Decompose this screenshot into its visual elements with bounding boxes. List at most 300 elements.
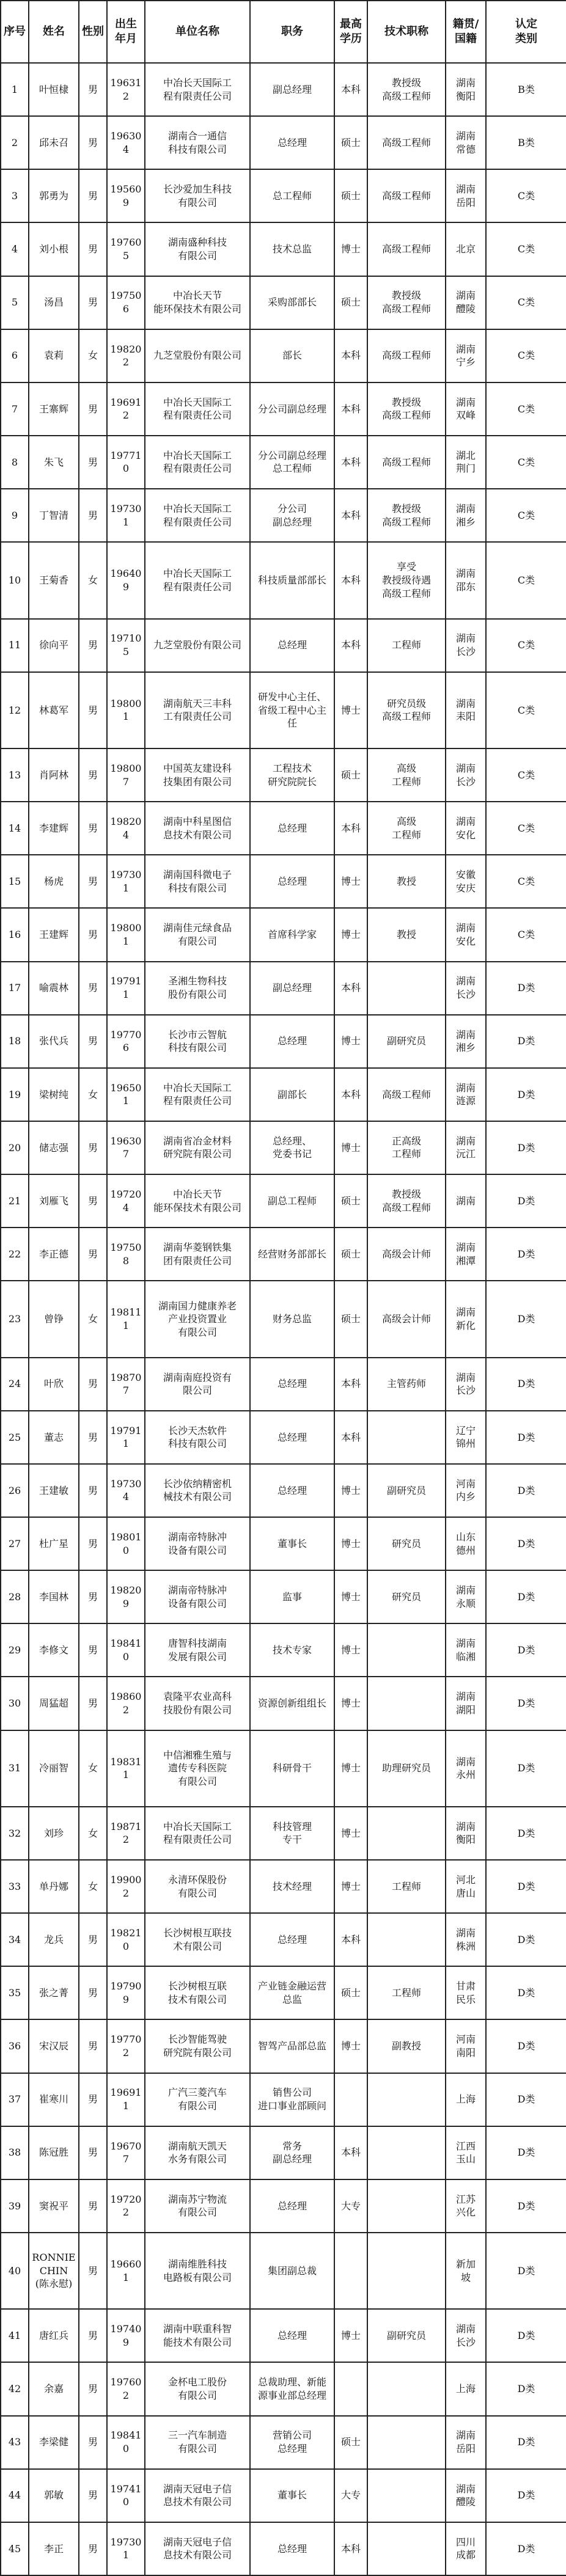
cell-title [367, 63, 446, 116]
cell-category [486, 2469, 566, 2522]
header-category [486, 1, 566, 63]
table-row [1, 436, 566, 489]
cell-birth [107, 2469, 145, 2522]
cell-nativeplace [446, 1913, 486, 1966]
sex-value: 男 [87, 509, 98, 521]
cell-sex [79, 1623, 107, 1677]
cell-name [29, 1464, 79, 1517]
unit-value: 湖南航天凯天 水务有限公司 [167, 2140, 227, 2165]
table-row [1, 63, 566, 116]
education-value: 本科 [340, 1088, 361, 1100]
position-value: 常务 副总经理 [272, 2140, 312, 2165]
birth-value: 198202 [110, 343, 142, 368]
sex-value: 男 [87, 243, 98, 255]
cell-education [334, 382, 367, 436]
table-row [1, 2019, 566, 2073]
cell-title [367, 2019, 446, 2073]
category-value: B类 [518, 136, 535, 148]
unit-value: 湖南省冶金材料 研究院有限公司 [163, 1135, 232, 1160]
cell-position [250, 1281, 334, 1357]
nativeplace-value: 湖南 双峰 [455, 396, 476, 422]
title-value: 副研究员 [386, 2330, 426, 2342]
cell-position [250, 63, 334, 116]
cell-unit [145, 1570, 250, 1623]
cell-birth [107, 1807, 145, 1860]
cell-position [250, 2309, 334, 2362]
category-value: D类 [517, 1933, 535, 1945]
cell-title [367, 116, 446, 169]
cell-title [367, 276, 446, 329]
cell-position [250, 748, 334, 802]
cell-sex [79, 1807, 107, 1860]
cell-title [367, 1860, 446, 1913]
sex-value: 男 [87, 190, 98, 202]
cell-name [29, 63, 79, 116]
position-value: 分公司副总经理 总工程师 [257, 449, 326, 475]
cell-position [250, 329, 334, 382]
cell-title [367, 1228, 446, 1281]
category-value: D类 [517, 1987, 535, 1999]
position-value: 经营财务部部长 [257, 1248, 326, 1260]
name-value: 杜广星 [39, 1537, 68, 1550]
cell-unit [145, 1358, 250, 1411]
cell-position [250, 1807, 334, 1860]
cell-birth [107, 1411, 145, 1464]
cell-education [334, 1913, 367, 1966]
cell-name [29, 1281, 79, 1357]
nativeplace-value: 湖南 永顺 [455, 1584, 476, 1609]
cell-category [486, 1913, 566, 1966]
name-value: 张代兵 [39, 1035, 68, 1047]
cell-birth [107, 802, 145, 855]
birth-value: 196312 [110, 76, 142, 102]
birth-value: 197301 [110, 2536, 142, 2561]
unit-value: 中冶长天国际工 程有限责任公司 [163, 1081, 232, 1107]
cell-name [29, 2126, 79, 2179]
education-value: 本科 [340, 1431, 361, 1443]
cell-sex [79, 1677, 107, 1730]
cell-education [334, 2179, 367, 2233]
cell-education [334, 802, 367, 855]
cell-category [486, 1517, 566, 1570]
cell-title [367, 2233, 446, 2309]
cell-sex [79, 542, 107, 618]
nativeplace-value: 河南 内乡 [455, 1477, 476, 1503]
cell-title [367, 2073, 446, 2126]
cell-title [367, 1807, 446, 1860]
cell-nativeplace [446, 382, 486, 436]
birth-value: 197409 [110, 2323, 142, 2348]
education-value: 硕士 [340, 190, 361, 202]
category-value: D类 [517, 1195, 535, 1207]
education-value: 硕士 [340, 296, 361, 309]
cell-position [250, 542, 334, 618]
birth-value: 198204 [110, 816, 142, 841]
cell-birth [107, 2309, 145, 2362]
cell-education [334, 2233, 367, 2309]
table-row [1, 1068, 566, 1121]
no-value: 7 [11, 403, 18, 415]
sex-value: 男 [87, 769, 98, 781]
cell-position [250, 1860, 334, 1913]
position-value: 分公司副总经理 [257, 403, 326, 415]
cell-category [486, 1068, 566, 1121]
table-row [1, 1966, 566, 2019]
cell-position [250, 908, 334, 961]
nativeplace-value: 湖南 常德 [455, 130, 476, 155]
no-value: 1 [11, 83, 18, 95]
cell-sex [79, 1068, 107, 1121]
table-row [1, 1281, 566, 1357]
nativeplace-value: 上海 [455, 2383, 476, 2395]
cell-category [486, 116, 566, 169]
roster-body [1, 63, 566, 2575]
category-value: C类 [517, 704, 535, 716]
cell-title [367, 382, 446, 436]
cell-unit [145, 1411, 250, 1464]
cell-no [1, 1623, 29, 1677]
education-value: 本科 [340, 1933, 361, 1945]
table-row [1, 1517, 566, 1570]
cell-birth [107, 2019, 145, 2073]
cell-category [486, 1015, 566, 1068]
title-value: 工程师 [391, 1880, 421, 1892]
nativeplace-value: 湖南 醴陵 [455, 290, 476, 315]
birth-value: 198712 [110, 1820, 142, 1846]
category-value: C类 [517, 243, 535, 255]
category-value: D类 [517, 1880, 535, 1892]
no-value: 27 [8, 1537, 21, 1550]
cell-unit [145, 329, 250, 382]
education-value: 本科 [340, 403, 361, 415]
cell-position [250, 1411, 334, 1464]
position-value: 总经理 [277, 2330, 307, 2342]
education-value: 博士 [340, 876, 361, 888]
sex-value: 男 [87, 822, 98, 834]
cell-unit [145, 2469, 250, 2522]
cell-category [486, 2522, 566, 2575]
cell-education [334, 962, 367, 1015]
unit-value: 长沙依纳精密机 械技术有限公司 [163, 1477, 232, 1503]
name-value: 袁莉 [43, 349, 64, 362]
cell-name [29, 1860, 79, 1913]
name-value: 周猛超 [39, 1697, 68, 1710]
category-value: C类 [517, 403, 535, 415]
cell-sex [79, 1281, 107, 1357]
cell-title [367, 1913, 446, 1966]
unit-value: 中国英友建设科 技集团有限公司 [163, 762, 232, 788]
cell-category [486, 382, 566, 436]
cell-unit [145, 2126, 250, 2179]
cell-name [29, 1228, 79, 1281]
sex-value: 男 [87, 1141, 98, 1154]
cell-position [250, 222, 334, 276]
cell-nativeplace [446, 222, 486, 276]
title-value: 研究员 [391, 1590, 421, 1603]
cell-education [334, 1068, 367, 1121]
education-value: 博士 [340, 1537, 361, 1550]
position-value: 总经理 [277, 639, 307, 651]
name-value: 崔寒川 [39, 2093, 68, 2106]
cell-no [1, 489, 29, 542]
table-row [1, 169, 566, 222]
cell-position [250, 1358, 334, 1411]
title-value: 高级工程师 [381, 190, 431, 202]
title-value: 研究员 [391, 1537, 421, 1550]
cell-position [250, 1623, 334, 1677]
sex-value: 男 [87, 1697, 98, 1710]
cell-name [29, 2416, 79, 2469]
cell-no [1, 2309, 29, 2362]
cell-birth [107, 962, 145, 1015]
position-value: 科研骨干 [272, 1762, 312, 1774]
cell-position [250, 1570, 334, 1623]
sex-value: 女 [87, 1880, 98, 1892]
unit-value: 中冶长天国际工 程有限责任公司 [163, 502, 232, 528]
cell-education [334, 1807, 367, 1860]
title-value: 高级工程师 [381, 136, 431, 148]
cell-birth [107, 1068, 145, 1121]
birth-value: 197204 [110, 1188, 142, 1213]
unit-value: 湖南天冠电子信 息技术有限公司 [163, 2536, 232, 2561]
cell-name [29, 2233, 79, 2309]
education-value: 博士 [340, 929, 361, 941]
sex-value: 男 [87, 1484, 98, 1496]
cell-sex [79, 63, 107, 116]
sex-value: 男 [87, 1248, 98, 1260]
sex-value: 男 [87, 1378, 98, 1390]
unit-value: 湖南盛种科技 有限公司 [167, 236, 227, 262]
nativeplace-value: 江西 玉山 [455, 2140, 476, 2165]
birth-value: 196307 [110, 1135, 142, 1160]
cell-category [486, 1281, 566, 1357]
cell-category [486, 1121, 566, 1174]
cell-position [250, 802, 334, 855]
cell-unit [145, 63, 250, 116]
cell-nativeplace [446, 1860, 486, 1913]
birth-value: 198602 [110, 1691, 142, 1716]
cell-sex [79, 436, 107, 489]
sex-value: 男 [87, 2040, 98, 2052]
unit-value: 长沙智能驾驶 研究院有限公司 [163, 2033, 232, 2058]
cell-sex [79, 1730, 107, 1807]
cell-birth [107, 2233, 145, 2309]
cell-education [334, 1174, 367, 1228]
cell-title [367, 2416, 446, 2469]
cell-title [367, 1570, 446, 1623]
name-value: 李梁健 [39, 2436, 68, 2448]
name-value: 余嘉 [43, 2383, 64, 2395]
cell-unit [145, 962, 250, 1015]
cell-no [1, 222, 29, 276]
position-value: 集团副总裁 [267, 2264, 317, 2277]
education-value: 本科 [340, 982, 361, 994]
table-row [1, 908, 566, 961]
sex-value: 男 [87, 876, 98, 888]
name-value: 唐红兵 [39, 2330, 68, 2342]
cell-position [250, 1913, 334, 1966]
sex-value: 男 [87, 136, 98, 148]
category-value: D类 [517, 982, 535, 994]
title-value: 教授级 高级工程师 [381, 396, 431, 422]
cell-education [334, 1015, 367, 1068]
education-value: 博士 [340, 1644, 361, 1656]
cell-nativeplace [446, 1464, 486, 1517]
name-value: 王建敏 [39, 1484, 68, 1496]
header-no-label: 序号 [4, 24, 26, 38]
cell-name [29, 116, 79, 169]
category-value: D类 [517, 1827, 535, 1839]
cell-title [367, 619, 446, 672]
table-row [1, 2179, 566, 2233]
cell-position [250, 1121, 334, 1174]
sex-value: 男 [87, 1035, 98, 1047]
position-value: 总经理 [277, 1484, 307, 1496]
education-value: 硕士 [340, 136, 361, 148]
no-value: 9 [11, 509, 18, 521]
cell-category [486, 1860, 566, 1913]
category-value: D类 [517, 2040, 535, 2052]
birth-value: 197508 [110, 1242, 142, 1267]
cell-no [1, 2233, 29, 2309]
cell-no [1, 855, 29, 908]
sex-value: 男 [87, 403, 98, 415]
cell-sex [79, 1913, 107, 1966]
no-value: 26 [8, 1484, 21, 1496]
cell-unit [145, 436, 250, 489]
cell-nativeplace [446, 2126, 486, 2179]
table-row [1, 1807, 566, 1860]
category-value: C类 [517, 639, 535, 651]
cell-position [250, 2469, 334, 2522]
cell-birth [107, 1517, 145, 1570]
education-value: 硕士 [340, 1313, 361, 1325]
cell-category [486, 63, 566, 116]
cell-no [1, 748, 29, 802]
table-row [1, 1623, 566, 1677]
cell-category [486, 1358, 566, 1411]
position-value: 副总工程师 [267, 1195, 317, 1207]
cell-unit [145, 2233, 250, 2309]
cell-title [367, 802, 446, 855]
education-value: 博士 [340, 1484, 361, 1496]
name-value: 刘雁飞 [39, 1195, 68, 1207]
cell-no [1, 2019, 29, 2073]
cell-unit [145, 1966, 250, 2019]
unit-value: 中冶长天国际工 程有限责任公司 [163, 449, 232, 475]
cell-name [29, 2073, 79, 2126]
category-value: D类 [517, 1378, 535, 1390]
cell-position [250, 1677, 334, 1730]
cell-title [367, 489, 446, 542]
title-value: 副研究员 [386, 1484, 426, 1496]
no-value: 45 [8, 2542, 21, 2555]
name-value: 王建辉 [39, 929, 68, 941]
cell-name [29, 1358, 79, 1411]
education-value: 硕士 [340, 2436, 361, 2448]
position-value: 技术经理 [272, 1880, 312, 1892]
cell-nativeplace [446, 2469, 486, 2522]
name-value: 李正德 [39, 1248, 68, 1260]
birth-value: 196911 [110, 2087, 142, 2112]
birth-value: 197702 [110, 2033, 142, 2058]
no-value: 36 [8, 2040, 21, 2052]
nativeplace-value: 湖南 湘潭 [455, 1242, 476, 1267]
cell-birth [107, 436, 145, 489]
unit-value: 湖南维胜科技 电路板有限公司 [163, 2258, 232, 2283]
no-value: 3 [11, 190, 18, 202]
no-value: 18 [8, 1035, 21, 1047]
cell-education [334, 489, 367, 542]
cell-category [486, 329, 566, 382]
name-value: 李修文 [39, 1644, 68, 1656]
cell-position [250, 1464, 334, 1517]
table-row [1, 748, 566, 802]
no-value: 8 [11, 456, 18, 468]
table-row [1, 1913, 566, 1966]
cell-position [250, 116, 334, 169]
name-value: 邱未召 [39, 136, 68, 148]
cell-nativeplace [446, 1281, 486, 1357]
cell-unit [145, 2179, 250, 2233]
cell-no [1, 1860, 29, 1913]
cell-unit [145, 1121, 250, 1174]
cell-nativeplace [446, 1730, 486, 1807]
no-value: 24 [8, 1378, 21, 1390]
name-value: 徐向平 [39, 639, 68, 651]
no-value: 40 [8, 2264, 21, 2277]
name-value: 丁智清 [39, 509, 68, 521]
unit-value: 湖南苏宁物流 有限公司 [167, 2193, 227, 2219]
cell-sex [79, 329, 107, 382]
nativeplace-value: 湖南 长沙 [455, 975, 476, 1001]
cell-name [29, 908, 79, 961]
cell-title [367, 1281, 446, 1357]
header-education [334, 1, 367, 63]
category-value: D类 [517, 2264, 535, 2277]
title-value: 副研究员 [386, 1035, 426, 1047]
cell-unit [145, 2362, 250, 2415]
name-value: 郭勇为 [39, 190, 68, 202]
nativeplace-value: 湖南 临湘 [455, 1637, 476, 1663]
cell-birth [107, 2416, 145, 2469]
unit-value: 湖南中科星图信 息技术有限公司 [163, 816, 232, 841]
cell-sex [79, 2469, 107, 2522]
cell-sex [79, 748, 107, 802]
table-row [1, 1358, 566, 1411]
cell-education [334, 2522, 367, 2575]
category-value: C类 [517, 190, 535, 202]
nativeplace-value: 湖南 衡阳 [455, 76, 476, 102]
header-unit [145, 1, 250, 63]
nativeplace-value: 湖南 长沙 [455, 2323, 476, 2348]
no-value: 25 [8, 1431, 21, 1443]
cell-title [367, 1517, 446, 1570]
sex-value: 男 [87, 982, 98, 994]
birth-value: 197202 [110, 2193, 142, 2219]
category-value: D类 [517, 1590, 535, 1603]
unit-value: 唐智科技湖南 发展有限公司 [167, 1637, 227, 1663]
cell-unit [145, 1913, 250, 1966]
cell-nativeplace [446, 1570, 486, 1623]
cell-nativeplace [446, 1807, 486, 1860]
title-value: 工程师 [391, 639, 421, 651]
cell-position [250, 169, 334, 222]
position-value: 技术总监 [272, 243, 312, 255]
cell-category [486, 2073, 566, 2126]
cell-nativeplace [446, 1068, 486, 1121]
cell-sex [79, 1411, 107, 1464]
